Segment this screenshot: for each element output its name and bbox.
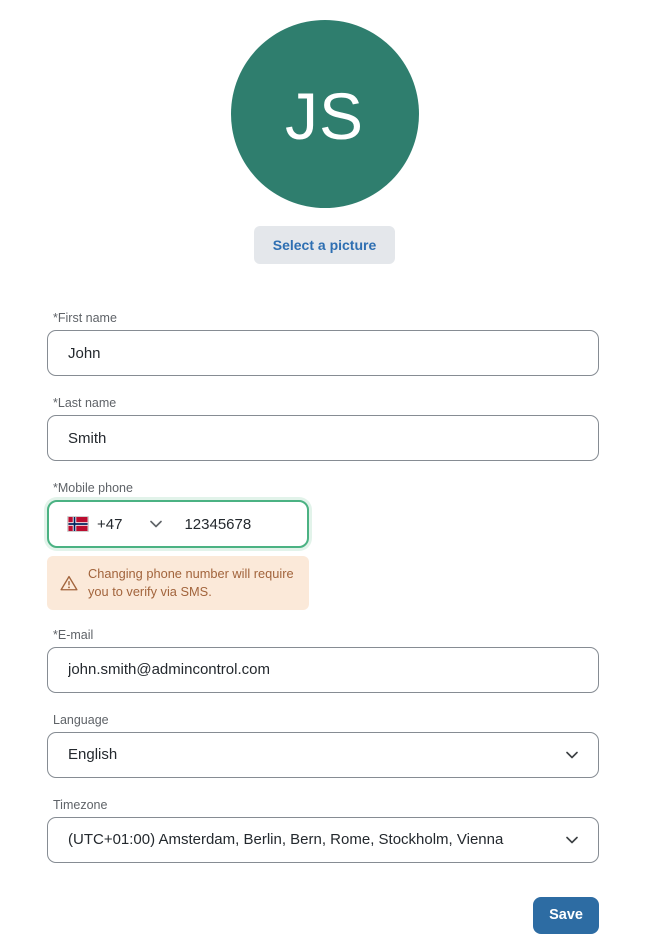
- first-name-field-group: [47, 311, 599, 376]
- first-name-input[interactable]: [47, 330, 599, 376]
- timezone-field-group: [47, 798, 599, 863]
- profile-form: [47, 311, 599, 934]
- avatar-initials: JS: [284, 79, 365, 153]
- country-code-select[interactable]: [67, 516, 162, 533]
- phone-number-input[interactable]: [184, 516, 294, 533]
- chevron-down-icon: [150, 520, 162, 528]
- last-name-field-group: [47, 396, 599, 461]
- last-name-label: *Last name: [53, 396, 117, 410]
- email-field-group: [47, 628, 599, 693]
- timezone-value: (UTC+01:00) Amsterdam, Berlin, Bern, Rome, Stockholm, Vienna: [68, 831, 504, 849]
- last-name-input[interactable]: [47, 415, 599, 461]
- mobile-phone-input-box[interactable]: [47, 500, 309, 548]
- avatar-section: [0, 20, 649, 208]
- avatar: [231, 20, 419, 208]
- chevron-down-icon: [566, 836, 578, 844]
- timezone-select[interactable]: [47, 817, 599, 863]
- language-select[interactable]: [47, 732, 599, 778]
- phone-change-warning: [47, 556, 309, 610]
- mobile-phone-field-group: [47, 481, 599, 610]
- warning-text: Changing phone number will require you to verify via SMS.: [88, 566, 294, 599]
- dial-code: +47: [97, 515, 123, 533]
- email-label: *E-mail: [53, 627, 94, 642]
- first-name-label: *First name: [53, 311, 117, 325]
- chevron-down-icon: [566, 751, 578, 759]
- timezone-label: Timezone: [53, 797, 108, 812]
- save-button[interactable]: Save: [533, 897, 599, 934]
- warning-triangle-icon: [60, 575, 78, 591]
- language-field-group: [47, 713, 599, 778]
- language-label: Language: [53, 712, 109, 727]
- mobile-phone-label: *Mobile phone: [53, 481, 133, 495]
- select-picture-button[interactable]: Select a picture: [254, 226, 396, 264]
- norway-flag-icon: [67, 516, 89, 532]
- language-value: English: [68, 746, 118, 764]
- email-input[interactable]: [47, 647, 599, 693]
